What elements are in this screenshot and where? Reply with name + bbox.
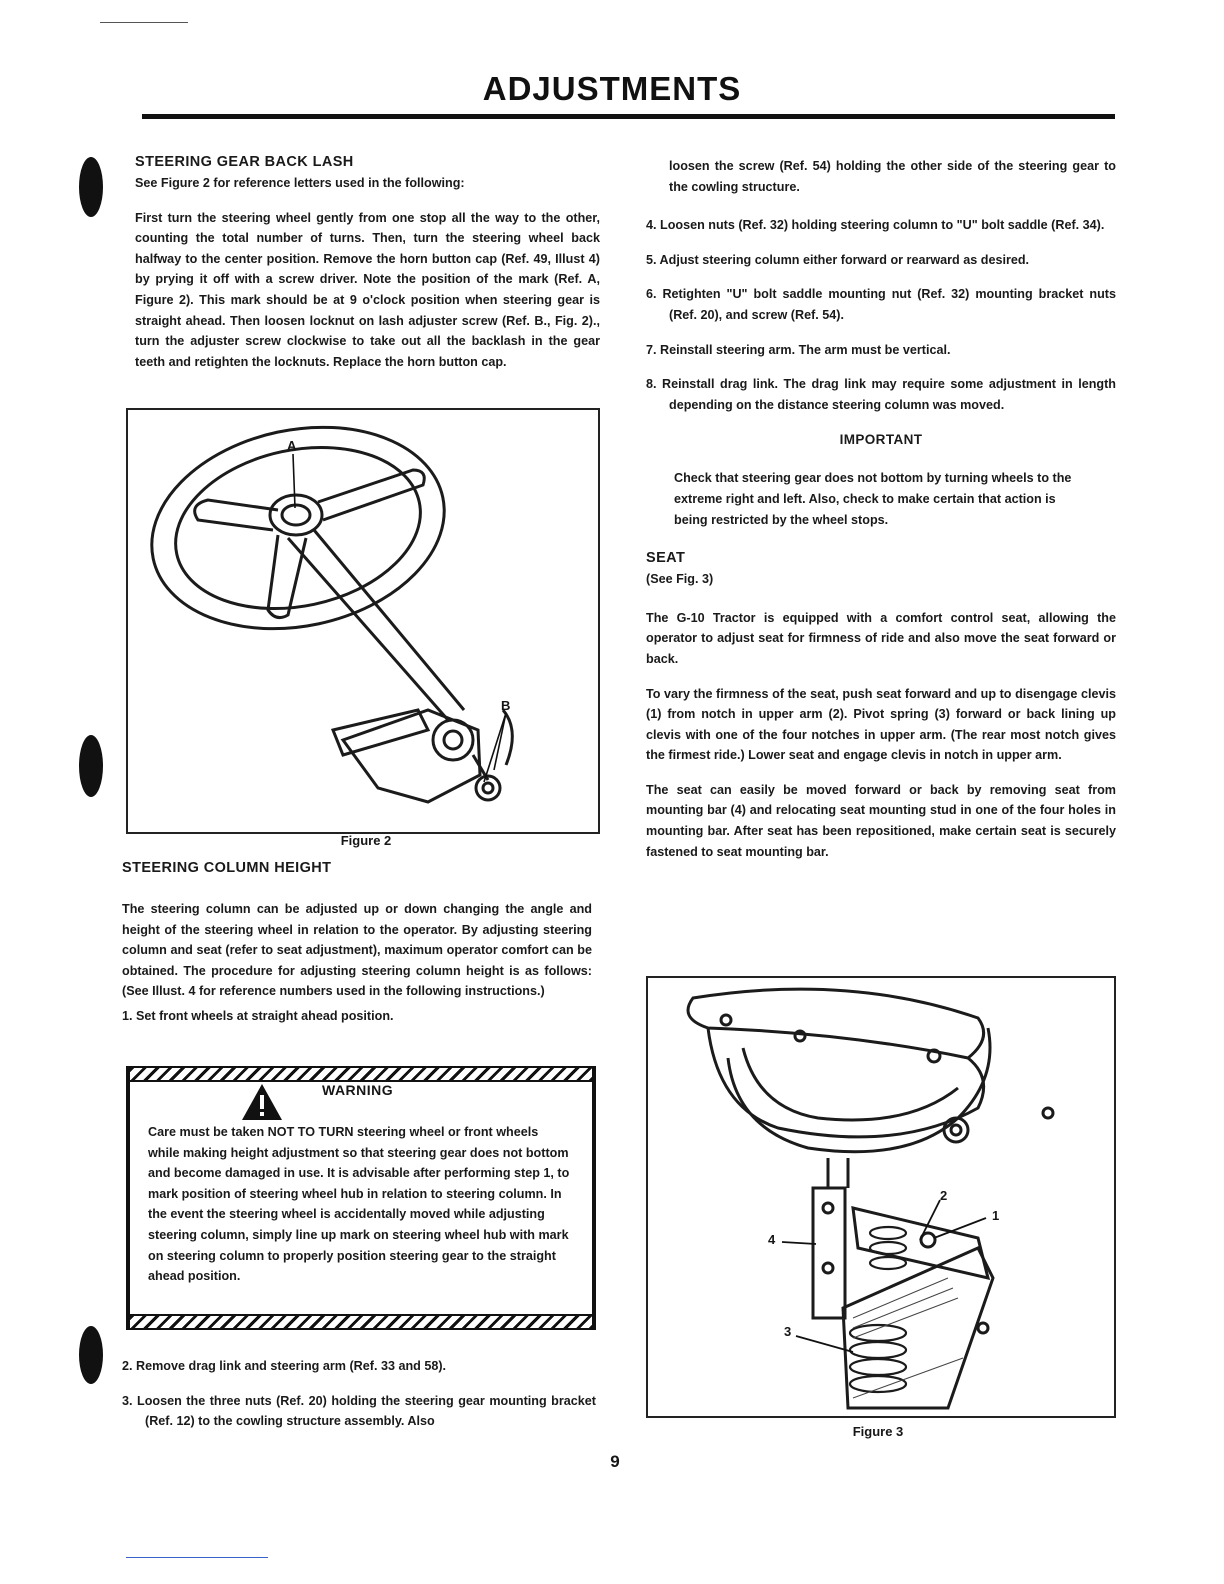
page-number: 9 (610, 1452, 620, 1471)
wheel-rim (133, 410, 463, 655)
warning-box (126, 1066, 596, 1330)
wheel-rim-inner (160, 426, 435, 630)
paragraph-column-height: The steering column can be adjusted up or down changing the angle and height of the steering wheel in relation to the operator. By adjusting steering column and seat (refer to seat adjustment), maximum operator comfort can be obtained. The procedure for adjusting steering column height is as follows: (See Illust. 4 for reference numbers used in the following instructions.) (122, 902, 592, 999)
mounting-bar (813, 1188, 845, 1318)
heading-steering-gear-back-lash: STEERING GEAR BACK LASH (135, 154, 354, 170)
left-column (126, 152, 600, 372)
label-a: A (287, 438, 297, 453)
figure-3-label-2: 2 (940, 1188, 948, 1203)
label-b: B (501, 698, 511, 713)
seat-heading: SEAT (646, 550, 686, 567)
step-6: 6. Retighten "U" bolt saddle mounting nut (Ref. 32) mounting bracket nuts (Ref. 20), and screw (Ref. 54). (646, 287, 1116, 322)
heading-steering-column-height: STEERING COLUMN HEIGHT (122, 860, 332, 876)
step-1: 1. Set front wheels at straight ahead position. (122, 1008, 394, 1023)
step-3-continued: loosen the screw (Ref. 54) holding the other side of the steering gear to the cowling structure. (669, 159, 1116, 194)
left-column-bottom (122, 1356, 596, 1432)
seat-illustration (648, 978, 1114, 1416)
warning-triangle-icon (240, 1082, 284, 1122)
figure-3-label-4: 4 (768, 1232, 776, 1247)
important-heading: IMPORTANT (839, 432, 923, 448)
left-column-lower (122, 858, 592, 1027)
scan-line-top (100, 22, 188, 23)
page-title: ADJUSTMENTS (482, 70, 742, 107)
wheel-spoke-bottom (268, 535, 306, 618)
spring-base (843, 1248, 993, 1408)
figure-3 (646, 976, 1116, 1418)
title-rule (142, 114, 1115, 119)
step-4: 4. Loosen nuts (Ref. 32) holding steering column to "U" bolt saddle (Ref. 34). (646, 218, 1105, 233)
figure-2 (126, 408, 600, 834)
figure-3-label-1: 1 (992, 1208, 1000, 1223)
seat-paragraph-3: The seat can easily be moved forward or back by removing seat from mounting bar (4) and relocating seat mounting stud in one of the four holes in mounting bar. After seat has been repositioned, make certain seat is securely fastened to seat mounting bar. (646, 782, 1116, 859)
warning-text: Care must be taken NOT TO TURN steering wheel or front wheels while making height adjustment so that steering gear does not bottom and become damaged in use. It is advisable after performing step 1, to mark position of steering wheel hub in relation to steering column. In the event the steering wheel is accidentally moved while adjusting steering column, simply line up mark on steering wheel hub with mark on steering column to properly position steering gear to the straight ahead position. (148, 1125, 570, 1284)
binder-hole-middle (79, 735, 103, 797)
paragraph-back-lash: First turn the steering wheel gently from one stop all the way to the other, counting the total number of turns. Then, turn the steering wheel back halfway to the center position. Remove the horn button cap (Ref. 49, Illust 4) by prying it off with a screw driver. Note the position of the mark (Ref. A, Figure 2). This mark should be at 9 o'clock position when steering gear is straight ahead. Then loosen locknut on lash adjuster screw (Ref. B., Fig. 2)., turn the adjuster screw clockwise to take out all the backlash in the gear teeth and retighten the locknuts. Replace the horn button cap. (135, 210, 600, 369)
seat-paragraph-1: The G-10 Tractor is equipped with a comfort control seat, allowing the operator to adjust seat for firmness of ride and also move the seat forward or back. (646, 610, 1116, 666)
wheel-hub (270, 495, 322, 535)
figure-3-label-3: 3 (784, 1324, 792, 1339)
warning-stripe-top (130, 1066, 592, 1082)
subheading-figure-reference: See Figure 2 for reference letters used in the following: (135, 176, 465, 190)
binder-hole-bottom (79, 1326, 103, 1384)
binder-hole-top (79, 157, 103, 217)
steering-wheel-illustration (128, 410, 598, 832)
step-7: 7. Reinstall steering arm. The arm must be vertical. (646, 342, 951, 357)
figure-3-caption: Figure 3 (852, 1424, 904, 1439)
wheel-spoke-left (195, 500, 278, 530)
important-text: Check that steering gear does not bottom by turning wheels to the extreme right and left. Also, check to make certain that action is being restricted by the wheel stops. (674, 471, 1072, 527)
seat-paragraph-2: To vary the firmness of the seat, push seat forward and up to disengage clevis (1) from notch in upper arm (2). Pivot spring (3) forward or back lining up clevis with one of the four notches in upper arm. (The rear most notch gives the firmest ride.) Lower seat and engage clevis in notch in upper arm. (646, 686, 1116, 763)
wheel-spoke-right (318, 470, 424, 520)
right-column (646, 156, 1116, 862)
scan-line-bottom (126, 1557, 268, 1558)
step-3: 3. Loosen the three nuts (Ref. 20) holding the steering gear mounting bracket (Ref. 12) to the cowling structure assembly. Also (122, 1393, 596, 1429)
step-5: 5. Adjust steering column either forward or rearward as desired. (646, 252, 1030, 267)
warning-title: WARNING (322, 1082, 394, 1098)
warning-stripe-bottom (130, 1314, 592, 1330)
figure-2-caption: Figure 2 (340, 833, 392, 848)
seat-back (688, 989, 984, 1058)
step-2: 2. Remove drag link and steering arm (Ref. 33 and 58). (122, 1359, 447, 1373)
step-8: 8. Reinstall drag link. The drag link may require some adjustment in length depending on the distance steering column was moved. (646, 377, 1116, 412)
seat-subheading: (See Fig. 3) (646, 572, 714, 587)
